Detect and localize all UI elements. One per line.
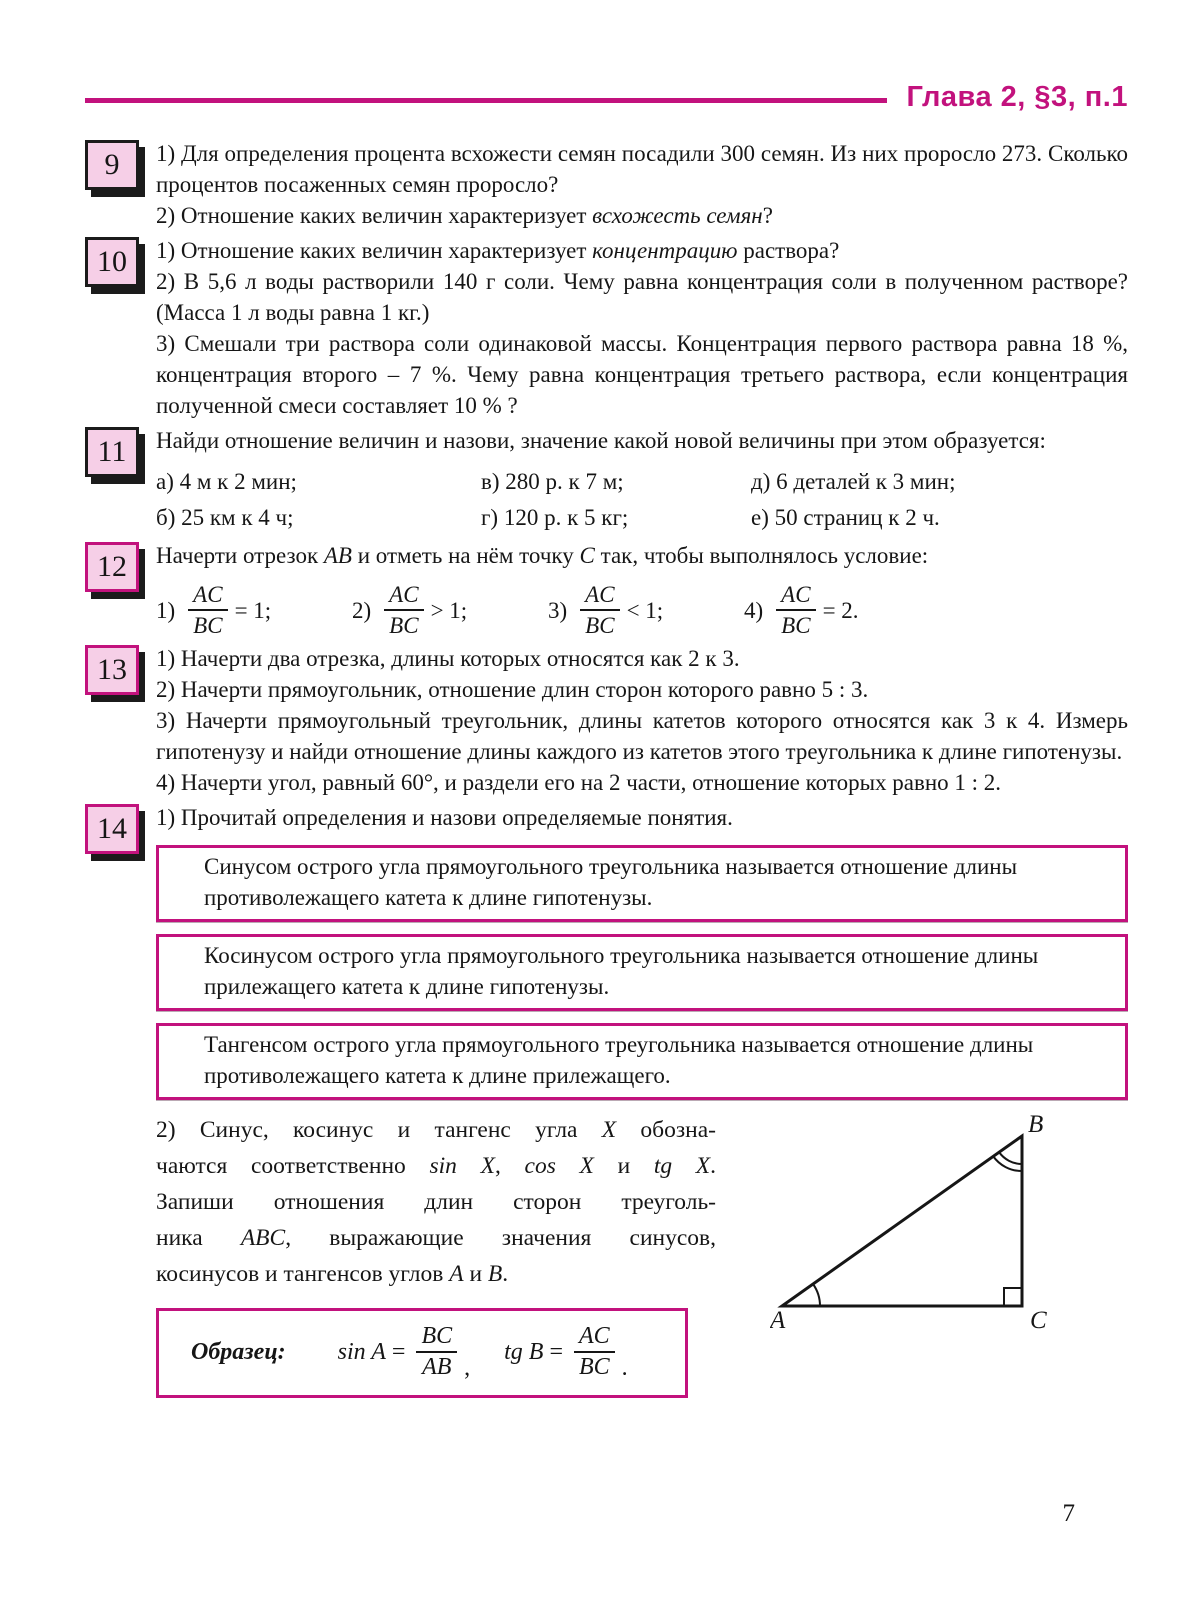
badge-number: 14 (97, 812, 127, 845)
bottom-section (156, 1112, 1128, 1398)
fraction-conditions-row (156, 581, 1128, 639)
sample-formula-tg: tg B = $\frac{AC}{BC}$ . (504, 1323, 628, 1381)
problem-number-badge (85, 237, 139, 287)
list-item: б) 25 км к 4 ч; (156, 505, 294, 530)
item-index: 2) (352, 597, 372, 623)
fraction-condition (156, 581, 352, 639)
ratio-items-grid (156, 464, 1128, 536)
vertex-label-c: C (1030, 1307, 1047, 1334)
angle-arc-a (813, 1284, 820, 1306)
fraction: $\frac{AC}{BC}$ (574, 1323, 615, 1381)
problem-number-badge (85, 427, 139, 477)
text-line: 2) Отношение каких величин характеризует всхожесть семян? (156, 203, 773, 228)
part2-text (156, 1112, 716, 1292)
text-line: 1) Начерти два отрезка, длины которых относятся как 2 к 3. (156, 646, 740, 671)
list-item: е) 50 страниц к 2 ч. (751, 505, 940, 530)
badge-number: 11 (97, 435, 127, 468)
problem-9 (85, 138, 1128, 231)
text-line: 2) Синус, косинус и тангенс угла X обозна- (156, 1117, 717, 1143)
list-item: д) 6 деталей к 3 мин; (751, 469, 956, 494)
condition-value: = 2. (822, 597, 859, 623)
header-rule (85, 98, 887, 103)
triangle-outline (782, 1136, 1022, 1306)
problem-number-badge (85, 804, 139, 854)
fraction-condition (352, 581, 548, 639)
text-line: ника ABC, выражающие значения синусов, (156, 1225, 716, 1251)
problem-intro: Начерти отрезок AB и отметь на нём точку C так, чтобы выполнялось условие: (156, 543, 929, 568)
fraction: $\frac{AC}{BC}$ (580, 581, 619, 639)
definition-box-cosine: Косинусом острого угла прямоугольного треугольника называется отношение длины прилежащего катета к длине гипотенузы. (156, 934, 1128, 1011)
right-angle-marker (1004, 1288, 1022, 1306)
fraction-condition (548, 581, 744, 639)
vertex-label-a: A (770, 1307, 786, 1334)
angle-arc-b-inner (999, 1152, 1022, 1164)
problem-number-badge (85, 645, 139, 695)
vertex-label-b: B (1028, 1114, 1044, 1138)
fraction: $\frac{AC}{BC}$ (188, 581, 227, 639)
text-line: чаются соответственно sin X, cos X и tg X. (156, 1153, 717, 1179)
item-index: 3) (548, 597, 568, 623)
list-item: в) 280 р. к 7 м; (481, 469, 624, 494)
condition-value: < 1; (626, 597, 664, 623)
problem-number-badge (85, 140, 139, 190)
badge-number: 12 (97, 550, 127, 583)
text-line: 3) Начерти прямоугольный треугольник, длины катетов которого относятся как 3 к 4. Измерь гипотенузу и найди отношение длины каждого из катетов этого треугольника к длине гипотенузы. (156, 708, 1128, 764)
problem-11 (85, 425, 1128, 536)
item-index: 4) (744, 597, 764, 623)
triangle-figure (716, 1114, 1128, 1398)
text-line: 2) Начерти прямоугольник, отношение длин сторон которого равно 5 : 3. (156, 677, 869, 702)
badge-number: 13 (97, 653, 127, 686)
text-line: 2) В 5,6 л воды растворили 140 г соли. Чему равна концентрация соли в полученном растворе? (Масса 1 л воды равна 1 кг.) (156, 269, 1128, 325)
fraction: $\frac{AC}{BC}$ (776, 581, 815, 639)
list-item: г) 120 р. к 5 кг; (481, 505, 629, 530)
problem-intro: 1) Прочитай определения и назови определяемые понятия. (156, 805, 733, 830)
definition-box-sine: Синусом острого угла прямоугольного треугольника называется отношение длины противолежащего катета к длине гипотенузы. (156, 845, 1128, 922)
text-line: косинусов и тангенсов углов A и B. (156, 1261, 509, 1287)
problem-body (156, 138, 1128, 231)
chapter-header (85, 80, 1128, 114)
problem-14 (85, 802, 1128, 1398)
fraction-condition (744, 581, 940, 639)
text-line: 1) Для определения процента всхожести семян посадили 300 семян. Из них проросло 273. Сколько процентов посаженных семян проросло? (156, 141, 1128, 197)
text-line: Запиши отношения длин сторон треуголь- (156, 1189, 716, 1215)
sample-label: Образец: (191, 1338, 286, 1365)
list-item: а) 4 м к 2 мин; (156, 469, 297, 494)
text-line: 1) Отношение каких величин характеризует концентрацию раствора? (156, 238, 840, 263)
problem-13 (85, 643, 1128, 798)
definition-box-tangent: Тангенсом острого угла прямоугольного треугольника называется отношение длины противолежащего катета к длине прилежащего. (156, 1023, 1128, 1100)
badge-number: 10 (97, 245, 127, 278)
chapter-title: Глава 2, §3, п.1 (906, 80, 1128, 113)
problem-10 (85, 235, 1128, 421)
sample-formula-sin: sin A = $\frac{BC}{AB}$ , (337, 1323, 471, 1381)
problem-body (156, 643, 1128, 798)
problem-body (156, 540, 1128, 639)
problem-12 (85, 540, 1128, 639)
fraction: $\frac{AC}{BC}$ (384, 581, 423, 639)
sample-box (156, 1308, 688, 1398)
problem-intro: Найди отношение величин и назови, значение какой новой величины при этом образуется: (156, 428, 1046, 453)
right-triangle-diagram (770, 1114, 1062, 1338)
condition-value: > 1; (430, 597, 468, 623)
fraction: $\frac{BC}{AB}$ (416, 1323, 457, 1381)
badge-number: 9 (104, 148, 120, 181)
text-line: 3) Смешали три раствора соли одинаковой массы. Концентрация первого раствора равна 18 %, концентрация второго – 7 %. Чему равна концентрация третьего раствора, если концентрация полученной смеси составляет 10 % ? (156, 331, 1128, 418)
page-number: 7 (1062, 1500, 1075, 1527)
problem-body (156, 425, 1128, 536)
problem-body (156, 802, 1128, 1398)
text-line: 4) Начерти угол, равный 60°, и раздели его на 2 части, отношение которых равно 1 : 2. (156, 770, 1002, 795)
problem-body (156, 235, 1128, 421)
condition-value: = 1; (234, 597, 272, 623)
item-index: 1) (156, 597, 176, 623)
part2-column (156, 1112, 716, 1398)
problem-number-badge (85, 542, 139, 592)
